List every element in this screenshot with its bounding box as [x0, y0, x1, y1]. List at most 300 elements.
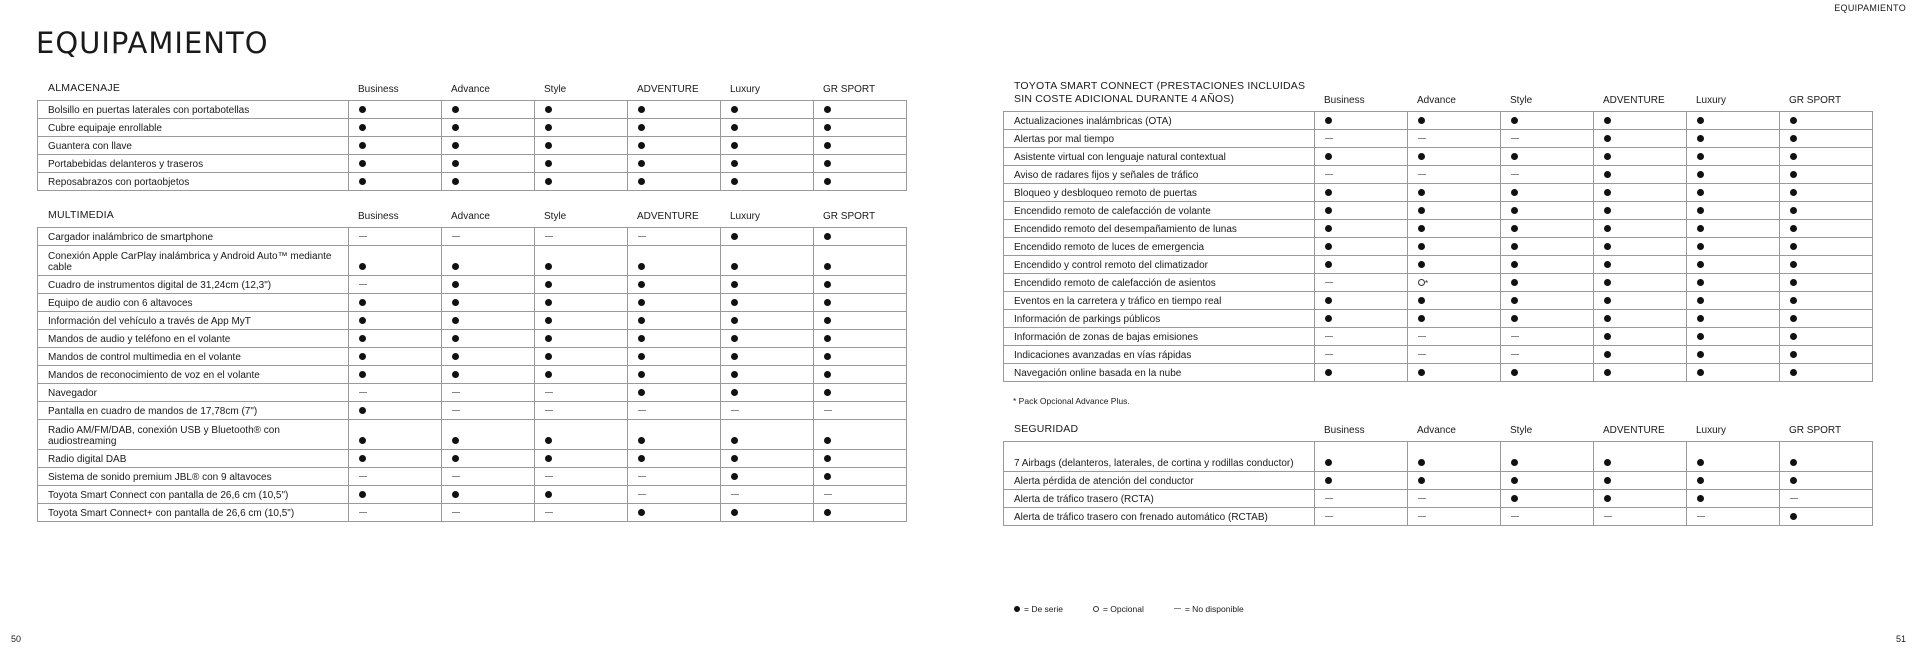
standard-dot-icon — [1418, 459, 1425, 466]
feature-label: Portabebidas delanteros y traseros — [38, 155, 349, 173]
availability-cell — [1687, 346, 1780, 364]
availability-cell — [814, 294, 907, 312]
availability-cell — [628, 420, 721, 450]
availability-cell — [1594, 166, 1687, 184]
availability-cell — [1315, 220, 1408, 238]
column-header: Style — [1510, 95, 1533, 106]
availability-cell — [1780, 148, 1873, 166]
feature-label: Radio digital DAB — [38, 450, 349, 468]
column-header: Business — [1324, 95, 1365, 106]
multimedia-header — [37, 205, 906, 227]
standard-dot-icon — [1325, 459, 1332, 466]
standard-dot-icon — [545, 455, 552, 462]
standard-dot-icon — [359, 335, 366, 342]
table-row — [38, 420, 907, 450]
standard-dot-icon — [1418, 153, 1425, 160]
availability-cell — [814, 450, 907, 468]
availability-cell — [442, 276, 535, 294]
table-row — [38, 348, 907, 366]
feature-label: Toyota Smart Connect+ con pantalla de 26,6 cm (10,5") — [38, 504, 349, 522]
standard-dot-icon — [1790, 225, 1797, 232]
unavailable-dash-icon — [545, 236, 553, 237]
standard-dot-icon — [1418, 297, 1425, 304]
standard-dot-icon — [545, 335, 552, 342]
availability-cell — [349, 330, 442, 348]
availability-cell — [1780, 508, 1873, 526]
unavailable-dash-icon — [1418, 498, 1426, 499]
availability-cell — [1687, 112, 1780, 130]
availability-cell — [1687, 310, 1780, 328]
availability-cell — [349, 246, 442, 276]
multimedia-section — [37, 205, 907, 522]
standard-dot-icon — [1697, 459, 1704, 466]
column-header: ADVENTURE — [1603, 425, 1665, 436]
table-row — [1004, 508, 1873, 526]
availability-cell — [1687, 274, 1780, 292]
table-row — [38, 366, 907, 384]
availability-cell — [1780, 364, 1873, 382]
table-row — [38, 119, 907, 137]
availability-cell — [1594, 328, 1687, 346]
availability-cell — [1687, 184, 1780, 202]
standard-dot-icon — [1604, 117, 1611, 124]
standard-dot-icon — [1697, 351, 1704, 358]
availability-cell — [1594, 202, 1687, 220]
availability-cell — [1780, 490, 1873, 508]
standard-dot-icon — [638, 124, 645, 131]
availability-cell — [535, 384, 628, 402]
standard-dot-icon — [1511, 189, 1518, 196]
standard-dot-icon — [359, 437, 366, 444]
standard-dot-icon — [1790, 207, 1797, 214]
availability-cell — [1687, 490, 1780, 508]
availability-cell — [1780, 184, 1873, 202]
standard-dot-icon — [1697, 225, 1704, 232]
legend-optional-label: = Opcional — [1102, 604, 1144, 614]
column-header: Style — [544, 211, 567, 222]
availability-cell — [1408, 310, 1501, 328]
feature-label: Asistente virtual con lenguaje natural contextual — [1004, 148, 1315, 166]
unavailable-dash-icon — [638, 476, 646, 477]
unavailable-dash-icon — [1511, 516, 1519, 517]
availability-cell — [1501, 472, 1594, 490]
standard-dot-icon — [638, 317, 645, 324]
availability-cell — [814, 276, 907, 294]
standard-dot-icon — [359, 317, 366, 324]
unavailable-dash-icon — [1697, 516, 1705, 517]
unavailable-dash-icon — [452, 410, 460, 411]
availability-cell — [349, 137, 442, 155]
availability-cell — [349, 276, 442, 294]
standard-dot-icon — [1604, 297, 1611, 304]
unavailable-dash-icon — [1325, 516, 1333, 517]
standard-dot-icon — [1790, 171, 1797, 178]
standard-dot-icon — [1511, 477, 1518, 484]
almacenaje-header — [37, 78, 906, 100]
availability-cell — [721, 173, 814, 191]
standard-dot-icon — [824, 455, 831, 462]
standard-dot-icon — [1325, 153, 1332, 160]
feature-label: Toyota Smart Connect con pantalla de 26,6 cm (10,5") — [38, 486, 349, 504]
table-row — [1004, 202, 1873, 220]
standard-dot-icon — [1511, 153, 1518, 160]
table-row — [1004, 130, 1873, 148]
availability-cell — [1780, 238, 1873, 256]
availability-cell — [628, 312, 721, 330]
feature-label: Mandos de control multimedia en el volante — [38, 348, 349, 366]
standard-dot-icon — [1790, 243, 1797, 250]
standard-dot-icon — [1325, 117, 1332, 124]
availability-cell — [349, 420, 442, 450]
unavailable-dash-icon — [731, 410, 739, 411]
legend-unavailable-label: = No disponible — [1184, 604, 1244, 614]
availability-cell — [1408, 364, 1501, 382]
standard-dot-icon — [1511, 207, 1518, 214]
standard-dot-icon — [1604, 207, 1611, 214]
availability-cell — [349, 228, 442, 246]
feature-label: Alerta de tráfico trasero (RCTA) — [1004, 490, 1315, 508]
availability-cell — [628, 330, 721, 348]
feature-label: Actualizaciones inalámbricas (OTA) — [1004, 112, 1315, 130]
table-row — [38, 228, 907, 246]
unavailable-dash-icon — [1511, 138, 1519, 139]
standard-dot-icon — [1790, 297, 1797, 304]
availability-cell — [721, 312, 814, 330]
page-number-left: 50 — [11, 634, 22, 644]
feature-label: Guantera con llave — [38, 137, 349, 155]
standard-dot-icon — [1790, 153, 1797, 160]
standard-dot-icon — [545, 371, 552, 378]
availability-cell — [628, 155, 721, 173]
availability-cell — [442, 137, 535, 155]
standard-dot-icon — [452, 491, 459, 498]
standard-dot-icon — [824, 106, 831, 113]
availability-cell — [442, 384, 535, 402]
availability-cell — [721, 504, 814, 522]
availability-cell — [1315, 508, 1408, 526]
availability-cell — [1408, 328, 1501, 346]
availability-cell — [1501, 112, 1594, 130]
running-head: EQUIPAMIENTO — [1834, 3, 1906, 13]
standard-dot-icon — [824, 371, 831, 378]
optional-ring-icon — [1093, 606, 1099, 612]
column-header: Advance — [451, 84, 490, 95]
availability-cell — [442, 155, 535, 173]
availability-cell — [1501, 184, 1594, 202]
standard-dot-icon — [1697, 279, 1704, 286]
availability-cell — [1315, 292, 1408, 310]
feature-label: Navegación online basada en la nube — [1004, 364, 1315, 382]
table-row — [38, 486, 907, 504]
feature-label: Alerta pérdida de atención del conductor — [1004, 472, 1315, 490]
unavailable-dash-icon — [452, 392, 460, 393]
feature-label: Indicaciones avanzadas en vías rápidas — [1004, 346, 1315, 364]
availability-cell — [535, 246, 628, 276]
availability-cell — [442, 450, 535, 468]
table-row — [1004, 184, 1873, 202]
standard-dot-icon — [1604, 153, 1611, 160]
availability-cell — [628, 468, 721, 486]
column-header: Business — [1324, 425, 1365, 436]
availability-cell — [1501, 130, 1594, 148]
standard-dot-icon — [1511, 225, 1518, 232]
availability-cell — [1315, 490, 1408, 508]
standard-dot-icon — [731, 371, 738, 378]
seguridad-header — [1003, 419, 1872, 441]
table-row — [1004, 442, 1873, 472]
availability-cell — [721, 384, 814, 402]
availability-cell — [349, 155, 442, 173]
unavailable-dash-icon — [638, 236, 646, 237]
availability-cell — [535, 276, 628, 294]
availability-cell — [1501, 148, 1594, 166]
availability-cell — [1687, 148, 1780, 166]
unavailable-dash-icon — [359, 512, 367, 513]
availability-cell — [721, 101, 814, 119]
standard-dot-icon — [452, 371, 459, 378]
standard-dot-icon — [1325, 315, 1332, 322]
availability-cell — [628, 119, 721, 137]
standard-dot-icon — [1790, 189, 1797, 196]
column-header: Business — [358, 84, 399, 95]
unavailable-dash-icon — [1325, 498, 1333, 499]
availability-cell — [814, 468, 907, 486]
standard-dot-icon — [1790, 477, 1797, 484]
feature-label: 7 Airbags (delanteros, laterales, de cortina y rodillas conductor) — [1004, 442, 1315, 472]
table-row — [1004, 490, 1873, 508]
standard-dot-icon — [452, 437, 459, 444]
availability-cell — [1408, 202, 1501, 220]
standard-dot-icon — [824, 142, 831, 149]
unavailable-dash-icon — [1418, 354, 1426, 355]
standard-dot-icon — [638, 281, 645, 288]
availability-cell — [442, 101, 535, 119]
unavailable-dash-icon — [1418, 336, 1426, 337]
standard-dot-icon — [545, 491, 552, 498]
standard-dot-icon — [545, 178, 552, 185]
standard-dot-icon — [1604, 135, 1611, 142]
column-header: ADVENTURE — [637, 84, 699, 95]
column-header: GR SPORT — [823, 211, 876, 222]
column-header: GR SPORT — [1789, 95, 1842, 106]
feature-label: Alerta de tráfico trasero con frenado automático (RCTAB) — [1004, 508, 1315, 526]
standard-dot-icon — [638, 437, 645, 444]
availability-cell — [1501, 442, 1594, 472]
feature-label: Aviso de radares fijos y señales de tráfico — [1004, 166, 1315, 184]
standard-dot-icon — [359, 455, 366, 462]
availability-cell — [1315, 442, 1408, 472]
feature-label: Encendido remoto de luces de emergencia — [1004, 238, 1315, 256]
connect-table — [1003, 111, 1873, 382]
availability-cell — [1408, 346, 1501, 364]
standard-dot-icon — [1418, 261, 1425, 268]
availability-cell — [1594, 148, 1687, 166]
availability-cell — [1594, 292, 1687, 310]
standard-dot-icon — [1790, 459, 1797, 466]
availability-cell — [442, 330, 535, 348]
availability-cell — [814, 119, 907, 137]
availability-cell — [1780, 202, 1873, 220]
standard-dot-icon — [824, 509, 831, 516]
table-row — [38, 312, 907, 330]
feature-label: Navegador — [38, 384, 349, 402]
table-row — [1004, 328, 1873, 346]
availability-cell — [721, 402, 814, 420]
availability-cell — [535, 101, 628, 119]
standard-dot-icon — [1604, 189, 1611, 196]
standard-dot-icon — [1325, 189, 1332, 196]
standard-dot-icon — [1604, 225, 1611, 232]
table-row — [1004, 148, 1873, 166]
availability-cell — [1315, 364, 1408, 382]
standard-dot-icon — [545, 281, 552, 288]
availability-cell — [1501, 328, 1594, 346]
standard-dot-icon — [824, 160, 831, 167]
availability-cell — [1780, 274, 1873, 292]
availability-cell — [349, 119, 442, 137]
availability-cell — [442, 119, 535, 137]
availability-cell — [1408, 508, 1501, 526]
availability-cell — [442, 228, 535, 246]
standard-dot-icon — [1511, 279, 1518, 286]
feature-label: Sistema de sonido premium JBL® con 9 altavoces — [38, 468, 349, 486]
standard-dot-icon — [824, 299, 831, 306]
availability-cell — [814, 420, 907, 450]
availability-cell — [442, 402, 535, 420]
column-header: Style — [1510, 425, 1533, 436]
table-row — [1004, 220, 1873, 238]
standard-dot-icon — [1697, 495, 1704, 502]
standard-dot-icon — [1604, 279, 1611, 286]
availability-cell — [442, 348, 535, 366]
availability-cell — [1780, 166, 1873, 184]
standard-dot-icon — [731, 281, 738, 288]
availability-cell — [1594, 490, 1687, 508]
availability-cell — [1408, 112, 1501, 130]
standard-dot-icon — [359, 371, 366, 378]
availability-cell — [1408, 256, 1501, 274]
availability-cell — [1408, 238, 1501, 256]
standard-dot-icon — [1697, 261, 1704, 268]
standard-dot-icon — [1697, 189, 1704, 196]
standard-dot-icon — [359, 353, 366, 360]
column-header: Luxury — [730, 211, 761, 222]
availability-cell — [442, 246, 535, 276]
availability-cell — [442, 294, 535, 312]
feature-label: Alertas por mal tiempo — [1004, 130, 1315, 148]
availability-cell — [349, 348, 442, 366]
availability-cell — [1687, 508, 1780, 526]
unavailable-dash-icon — [1511, 174, 1519, 175]
table-row — [38, 384, 907, 402]
seguridad-title: SEGURIDAD — [1014, 423, 1079, 435]
standard-dot-icon — [545, 317, 552, 324]
availability-cell — [1687, 166, 1780, 184]
feature-label: Radio AM/FM/DAB, conexión USB y Bluetooth® con audiostreaming — [38, 420, 349, 450]
unavailable-dash-icon — [359, 236, 367, 237]
feature-label: Encendido remoto de calefacción de volante — [1004, 202, 1315, 220]
unavailable-dash-icon — [824, 410, 832, 411]
availability-cell — [1408, 274, 1501, 292]
standard-dot-icon — [1511, 459, 1518, 466]
standard-dot-icon — [359, 299, 366, 306]
standard-dot-icon — [638, 106, 645, 113]
standard-dot-icon — [731, 473, 738, 480]
column-header: ADVENTURE — [1603, 95, 1665, 106]
page-number-right: 51 — [1895, 634, 1906, 644]
standard-dot-icon — [452, 299, 459, 306]
standard-dot-icon — [1511, 243, 1518, 250]
availability-cell — [1408, 148, 1501, 166]
unavailable-dash-icon — [1325, 282, 1333, 283]
unavailable-dash-icon — [545, 410, 553, 411]
standard-dot-icon — [824, 473, 831, 480]
feature-label: Pantalla en cuadro de mandos de 17,78cm (7") — [38, 402, 349, 420]
feature-label: Información de parkings públicos — [1004, 310, 1315, 328]
feature-label: Equipo de audio con 6 altavoces — [38, 294, 349, 312]
standard-dot-icon — [1325, 297, 1332, 304]
availability-cell — [814, 504, 907, 522]
availability-cell — [1687, 328, 1780, 346]
availability-cell — [1315, 166, 1408, 184]
availability-cell — [628, 137, 721, 155]
standard-dot-icon — [1418, 477, 1425, 484]
standard-dot-icon — [1697, 243, 1704, 250]
availability-cell — [1501, 220, 1594, 238]
feature-label: Cubre equipaje enrollable — [38, 119, 349, 137]
standard-dot-icon — [638, 389, 645, 396]
standard-dot-icon — [1418, 189, 1425, 196]
table-row — [38, 155, 907, 173]
availability-cell — [814, 384, 907, 402]
standard-dot-icon — [1697, 333, 1704, 340]
footnote-marker: * — [1425, 279, 1429, 288]
availability-cell — [349, 312, 442, 330]
standard-dot-icon — [1418, 315, 1425, 322]
standard-dot-icon — [731, 233, 738, 240]
availability-cell — [721, 468, 814, 486]
standard-dot-icon — [731, 142, 738, 149]
standard-dot-icon — [452, 124, 459, 131]
column-header: Luxury — [730, 84, 761, 95]
unavailable-dash-icon — [452, 476, 460, 477]
availability-cell — [349, 402, 442, 420]
availability-cell — [1501, 364, 1594, 382]
availability-cell — [1780, 130, 1873, 148]
table-row — [38, 330, 907, 348]
column-header: ADVENTURE — [637, 211, 699, 222]
availability-cell — [1315, 130, 1408, 148]
availability-cell — [442, 420, 535, 450]
availability-cell — [721, 228, 814, 246]
standard-dot-icon — [359, 407, 366, 414]
standard-dot-icon — [731, 178, 738, 185]
availability-cell — [1315, 274, 1408, 292]
standard-dot-icon — [452, 106, 459, 113]
standard-dot-icon — [452, 160, 459, 167]
standard-dot-icon — [1790, 369, 1797, 376]
standard-dot-icon — [1325, 207, 1332, 214]
availability-cell — [1780, 220, 1873, 238]
availability-cell — [1594, 238, 1687, 256]
availability-cell — [1687, 364, 1780, 382]
unavailable-dash-icon — [359, 476, 367, 477]
availability-cell — [442, 468, 535, 486]
availability-cell — [1594, 274, 1687, 292]
availability-cell — [1594, 256, 1687, 274]
feature-label: Bloqueo y desbloqueo remoto de puertas — [1004, 184, 1315, 202]
unavailable-dash-icon — [638, 494, 646, 495]
